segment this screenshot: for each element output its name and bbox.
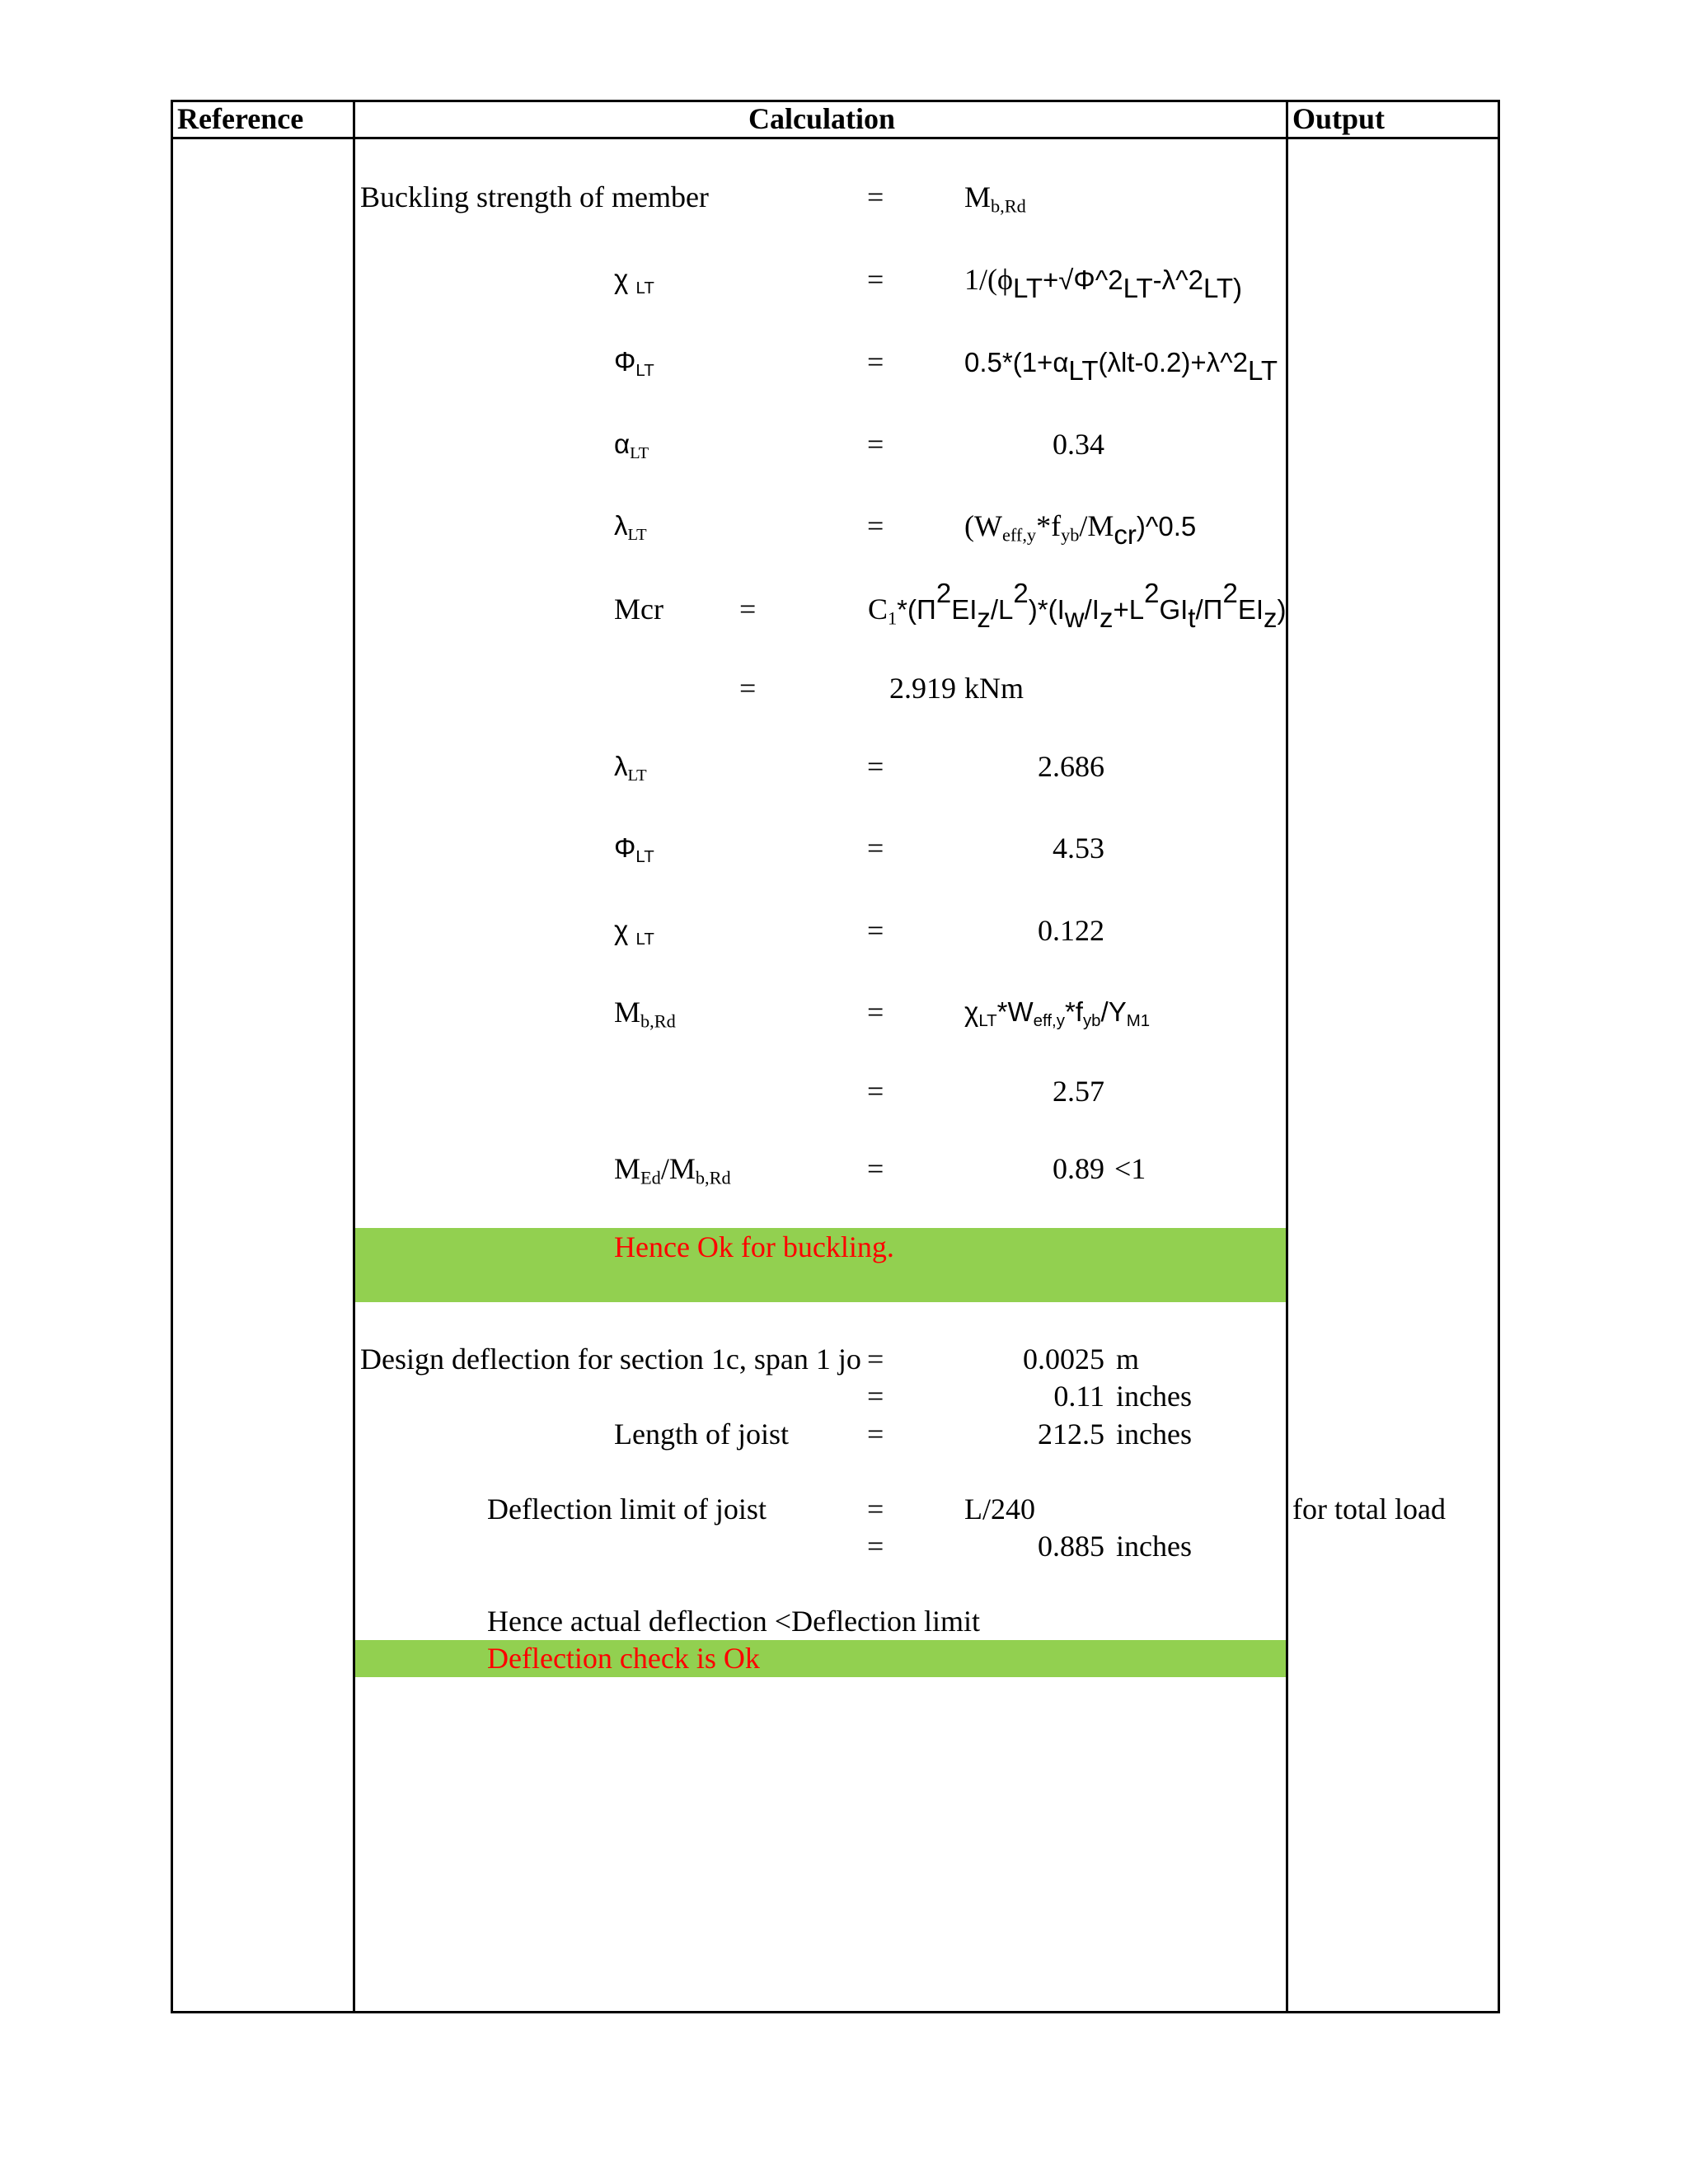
equals-sign: = bbox=[867, 263, 884, 296]
header-divider bbox=[171, 137, 1500, 139]
equals-sign: = bbox=[867, 345, 884, 378]
mb-rd-label: $M_{b,Rd}$ bbox=[614, 996, 676, 1032]
mcr-unit: kNm bbox=[964, 672, 1024, 705]
equals-sign: = bbox=[867, 1343, 884, 1376]
equals-sign: = bbox=[867, 832, 884, 865]
buckling-title: Buckling strength of member bbox=[360, 180, 709, 213]
chi-lt-formula: $1/(\phi_{LT}+√\Phi\^{}2_{LT}-\lambda\^{}2_{LT)}$ bbox=[964, 263, 1243, 303]
equals-sign: = bbox=[867, 1530, 884, 1563]
lambda-lt-label: $\lambda_{LT}$ bbox=[614, 510, 647, 545]
chi-lt-value: 0.122 bbox=[1038, 914, 1104, 947]
utilisation-ratio-comparison: <1 bbox=[1114, 1152, 1146, 1185]
deflection-value-m: 0.0025 bbox=[1023, 1343, 1104, 1376]
joist-length-label: Length of joist bbox=[614, 1418, 789, 1451]
calc-sheet-frame bbox=[171, 100, 1500, 2013]
phi-lt-formula: $0.5*(1+\alpha_{LT}(\lambda lt-0.2)+\lambda\^{}2_{LT}$ bbox=[964, 347, 1278, 386]
mb-rd-formula: $\chi_{LT}*W_{eff,y}*f_{yb}/Y_{M1}$ bbox=[964, 996, 1151, 1031]
equals-sign: = bbox=[867, 914, 884, 947]
lambda-lt-formula: $(W_{eff,y}*f_{yb}/M_{cr})\^{}0.5$ bbox=[964, 509, 1197, 550]
deflection-statement: Hence actual deflection <Deflection limit bbox=[487, 1605, 981, 1638]
equals-sign: = bbox=[867, 180, 884, 213]
deflection-limit-value: 0.885 bbox=[1038, 1530, 1104, 1563]
buckling-conclusion: Hence Ok for buckling. bbox=[614, 1230, 894, 1263]
deflection-title: Design deflection for section 1c, span 1 jo bbox=[360, 1343, 861, 1376]
deflection-value-in: 0.11 bbox=[1053, 1380, 1104, 1413]
equals-sign: = bbox=[867, 1380, 884, 1413]
lambda-lt-value: 2.686 bbox=[1038, 750, 1104, 783]
mcr-value: 2.919 bbox=[889, 672, 956, 705]
header-calculation: Calculation bbox=[748, 102, 896, 135]
column-divider-output bbox=[1286, 100, 1288, 2013]
deflection-limit-unit: inches bbox=[1116, 1530, 1192, 1563]
equals-sign: = bbox=[867, 1418, 884, 1451]
mcr-label: Mcr bbox=[614, 593, 663, 626]
deflection-conclusion: Deflection check is Ok bbox=[487, 1642, 760, 1675]
utilisation-ratio-value: 0.89 bbox=[1053, 1152, 1104, 1185]
equals-sign: = bbox=[739, 593, 757, 626]
equals-sign: = bbox=[867, 1152, 884, 1185]
joist-length-value: 212.5 bbox=[1038, 1418, 1104, 1451]
buckling-title-value: $M_{b,Rd}$ bbox=[964, 180, 1026, 217]
alpha-lt-value: 0.34 bbox=[1053, 428, 1104, 461]
equals-sign: = bbox=[867, 996, 884, 1029]
lambda-lt-label: $\lambda_{LT}$ bbox=[614, 751, 647, 785]
chi-lt-label: χ $_{LT}$ bbox=[614, 264, 654, 298]
output-note: for total load bbox=[1292, 1493, 1446, 1526]
mb-rd-value: 2.57 bbox=[1053, 1075, 1104, 1108]
header-reference: Reference bbox=[177, 102, 304, 135]
equals-sign: = bbox=[867, 750, 884, 783]
equals-sign: = bbox=[867, 509, 884, 542]
joist-length-unit: inches bbox=[1116, 1418, 1192, 1451]
column-divider-reference bbox=[353, 100, 355, 2013]
phi-lt-label: $\Phi_{LT}$ bbox=[614, 346, 654, 381]
mcr-formula: $C_1*(\Pi^2EI_z/L^2)*(I_w/I_z+L^2GI_t/\Pi^2EI_z)$ bbox=[868, 578, 1287, 633]
chi-lt-label: χ $_{LT}$ bbox=[614, 915, 654, 949]
phi-lt-value: 4.53 bbox=[1053, 832, 1104, 865]
equals-sign: = bbox=[739, 672, 757, 705]
deflection-limit-formula: L/240 bbox=[964, 1493, 1035, 1526]
equals-sign: = bbox=[867, 428, 884, 461]
equals-sign: = bbox=[867, 1075, 884, 1108]
equals-sign: = bbox=[867, 1493, 884, 1526]
alpha-lt-label: $\alpha_{LT}$ bbox=[614, 429, 649, 463]
deflection-limit-label: Deflection limit of joist bbox=[487, 1493, 767, 1526]
deflection-unit-m: m bbox=[1116, 1343, 1140, 1376]
header-output: Output bbox=[1292, 102, 1386, 135]
utilisation-ratio-label: $M_{Ed}/M_{b,Rd}$ bbox=[614, 1152, 731, 1188]
phi-lt-label: $\Phi_{LT}$ bbox=[614, 832, 654, 867]
deflection-unit-in: inches bbox=[1116, 1380, 1192, 1413]
